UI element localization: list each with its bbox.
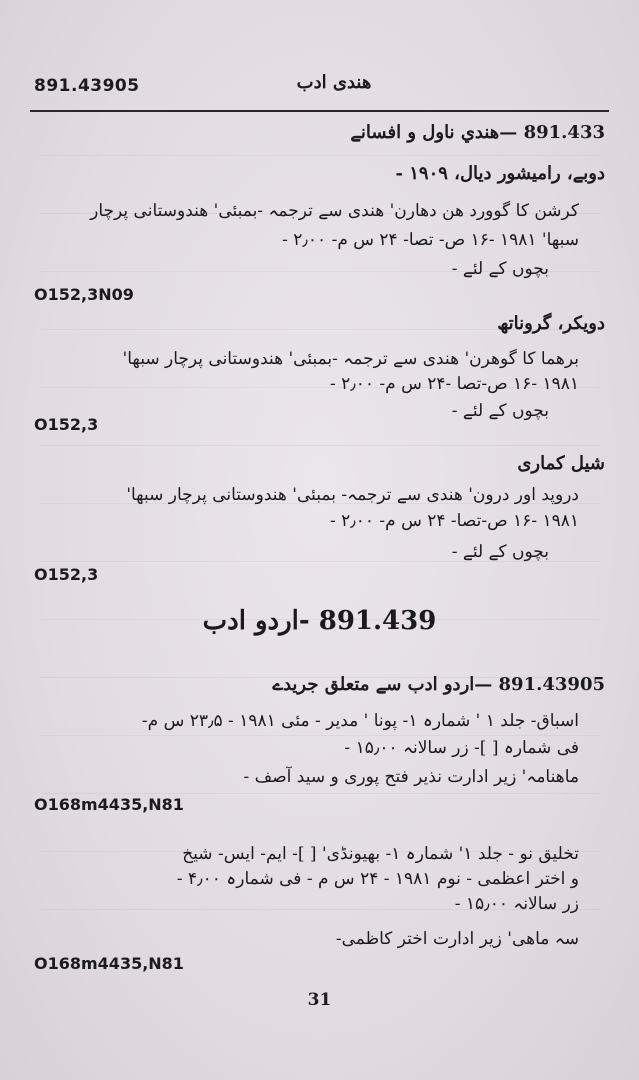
entry-line: کرشن کا گوورد ھن دھارن' ھندی سے ترجمہ -بمبئی' ھندوستانی پرچار [90,201,579,221]
entry-author: دوبے، رامیشور دیال، ۱۹۰۹ - [395,163,605,184]
entry-line: و اختر اعظمی - نوم ۱۹۸۱ - ۲۴ س م - فی شمارہ ۴٫۰۰ - [176,869,579,889]
call-number: O152,3N09 [34,285,134,304]
entry-line: ۱۹۸۱ -۱۶ ص-تصا -۲۴ س م- ۲٫۰۰ - [329,374,579,394]
call-number: O152,3 [34,415,99,434]
entry-line: زر سالانہ ۱۵٫۰۰ - [454,894,579,914]
entry-author: دویکر، گروناتھ [497,313,605,334]
subsection-heading: 891.43905 —اردو ادب سے متعلق جریدے [272,674,605,695]
entry-line: برھما کا گوھرن' ھندی سے ترجمہ -بمبئی' ھندوستانی پرچار سبھا' [122,349,579,369]
entry-line: سہ ماھی' زیر ادارت اختر کاظمی- [335,929,579,949]
entry-line: ۱۹۸۱ -۱۶ ص-تصا- ۲۴ س م- ۲٫۰۰ - [329,511,579,531]
call-number: O168m4435,N81 [34,954,184,973]
header-title: هندی ادب [296,72,372,93]
major-section-title: 891.439 -اردو ادب [202,606,437,636]
entry-line: ماھنامہ' زیر ادارت نذیر فتح پوری و سید آصف - [243,767,579,787]
header-rule [30,110,609,112]
entry-note: بچوں کے لئے - [451,259,549,279]
entry-line: دروپد اور درون' ھندی سے ترجمہ- بمبئی' ھندوستانی پرچار سبھا' [126,485,579,505]
entry-line: تخلیق نو - جلد ۱' شمارہ ۱- بھیونڈی' [ ]- ایم- ایس- شیخ [182,844,579,864]
entry-line: اسباق- جلد ۱ ' شمارہ ۱- پونا ' مدیر - مئی ۱۹۸۱ - ۲۳٫۵ س م- [141,711,579,731]
call-number: O168m4435,N81 [34,795,184,814]
entry-line: فی شمارہ [ ]- زر سالانہ ۱۵٫۰۰ - [344,738,579,758]
page-header [34,72,605,102]
entry-note: بچوں کے لئے - [451,542,549,562]
call-number: O152,3 [34,565,99,584]
section-heading: 891.433 —هندي ناول و افسانے [350,122,605,143]
header-class-number: 891.43905 [34,76,140,96]
entry-note: بچوں کے لئے - [451,401,549,421]
entry-line: سبھا' ۱۹۸۱ -۱۶ ص- تصا- ۲۴ س م- ۲٫۰۰ - [282,230,579,250]
entry-author: شیل کماری [517,453,605,474]
page-number: 31 [307,990,332,1010]
